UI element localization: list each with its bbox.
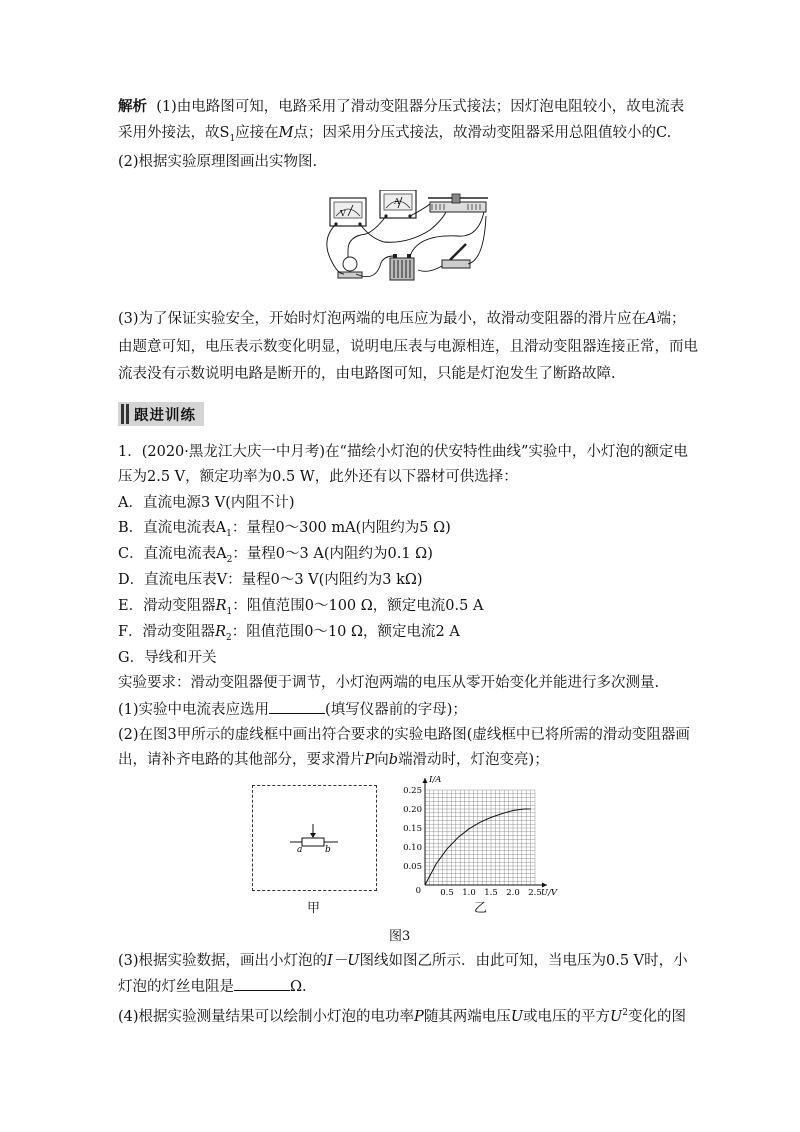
option-a: A．直流电源3 V(内阻不计) <box>118 495 295 511</box>
switch-icon <box>442 244 470 268</box>
subquestion-2-line-1: (2)在图3甲所示的虚线框中画出符合要求的实验电路图(虚线框中已将所需的滑动变阻器画 <box>118 727 690 743</box>
analysis-line-3: (2)根据实验原理图画出实物图. <box>118 154 318 170</box>
subscript: 1 <box>226 528 232 539</box>
symbol-iu: I－U <box>327 953 360 969</box>
answer-blank[interactable] <box>269 699 325 714</box>
apparatus-illustration <box>318 190 490 288</box>
text: F．滑动变阻器 <box>118 624 216 640</box>
y-tick-label: 0.05 <box>403 862 422 872</box>
voltmeter-label: V <box>340 209 346 218</box>
text: E．滑动变阻器 <box>118 598 216 614</box>
question-line-2: 压为2.5 V，额定功率为0.5 W，此外还有以下器材可供选择： <box>118 469 518 485</box>
analysis-line-2 <box>118 123 671 149</box>
text: B．直流电流表A <box>118 520 227 536</box>
symbol-p: P <box>414 1008 424 1025</box>
answer-blank[interactable] <box>234 976 290 991</box>
subscript: 1 <box>226 606 233 617</box>
subscript: 2 <box>225 632 232 643</box>
y-tick-label: 0.15 <box>403 824 422 834</box>
y-axis-label: I/A <box>429 775 442 785</box>
text: ：阻值范围0～10 Ω，额定电流2 A <box>231 624 460 640</box>
text: 灯泡的灯丝电阻是 <box>118 979 234 995</box>
superscript: 2 <box>622 1008 629 1018</box>
subquestion-4 <box>118 1003 686 1027</box>
subquestion-2-line-2 <box>118 750 549 770</box>
subquestion-3-line-1 <box>118 951 688 971</box>
chart-grid <box>425 790 535 885</box>
subscript: 1 <box>229 133 236 144</box>
rheostat-icon <box>428 194 488 212</box>
symbol-r: R <box>215 598 227 614</box>
terminal-a-label: a <box>297 845 303 854</box>
ammeter-icon <box>380 190 416 218</box>
text: ：阻值范围0～100 Ω，额定电流0.5 A <box>232 598 484 614</box>
y-axis-arrow <box>423 778 428 783</box>
y-tick-label: 0.25 <box>403 786 422 796</box>
voltmeter-icon <box>330 198 366 226</box>
text: (3)根据实验数据，画出小灯泡的 <box>118 953 328 969</box>
origin-label: 0 <box>415 886 421 896</box>
symbol-u: U <box>610 1008 623 1025</box>
analysis-label: 解析 <box>118 98 147 115</box>
terminal-b-label: b <box>325 845 331 854</box>
x-tick-label: 1.0 <box>462 888 476 897</box>
y-tick-label: 0.10 <box>403 843 422 853</box>
x-tick-label: 2.0 <box>506 888 520 897</box>
figure-label-yi: 乙 <box>474 901 488 916</box>
option-b <box>118 518 451 544</box>
text: 随其两端电压 <box>423 1008 511 1025</box>
text: C．直流电流表A <box>118 546 227 562</box>
figure-caption: 图3 <box>389 929 411 944</box>
point-m: M <box>278 125 294 141</box>
x-axis-label: U/V <box>540 888 558 897</box>
section-title: 跟进训练 <box>134 408 196 424</box>
option-e <box>118 596 483 622</box>
symbol-p: P <box>364 752 375 768</box>
symbol-b: b <box>388 752 399 768</box>
text: 或电压的平方 <box>523 1008 611 1025</box>
text: 出，请补齐电路的其他部分，要求滑片 <box>118 752 365 768</box>
figure-label-jia: 甲 <box>307 901 321 916</box>
text: ：量程0～3 A(内阻约为0.1 Ω) <box>232 546 433 562</box>
text: 图线如图乙所示．由此可知，当电压为0.5 V时，小 <box>359 953 688 969</box>
option-c <box>118 544 433 570</box>
battery-icon <box>390 254 414 280</box>
analysis-line-6: 流表没有示数说明电路是断开的，由电路图可知，只能是灯泡发生了断路故障. <box>118 366 616 382</box>
section-header-mark <box>126 404 129 424</box>
subquestion-3-line-2 <box>118 976 307 997</box>
rheostat-symbol <box>288 818 340 854</box>
text: 变化的图 <box>628 1008 687 1025</box>
text: ：量程0～300 mA(内阻约为5 Ω) <box>231 520 451 536</box>
ammeter-label: A <box>394 197 400 206</box>
analysis-text: (1)由电路图可知，电路采用了滑动变阻器分压式接法；因灯泡电阻较小，故电流表 <box>156 99 685 115</box>
y-tick-label: 0.20 <box>403 805 422 815</box>
subquestion-1 <box>118 699 467 720</box>
analysis-line-4 <box>118 309 686 329</box>
analysis-line-5: 由题意可知，电压表示数变化明显，说明电压表与电源相连，且滑动变阻器连接正常，而电 <box>118 339 698 355</box>
x-axis-arrow <box>542 883 547 888</box>
x-tick-label: 0.5 <box>440 888 454 897</box>
text: (3)为了保证实验安全，开始时灯泡两端的电压应为最小，故滑动变阻器的滑片应在 <box>118 311 647 327</box>
chart-axes <box>423 778 548 888</box>
question-line-1: 1．(2020·黑龙江大庆一中月考)在“描绘小灯泡的伏安特性曲线”实验中，小灯泡的额定电 <box>118 444 688 460</box>
x-tick-label: 2.5 <box>528 888 542 897</box>
section-header-mark <box>121 404 124 424</box>
text: (1)实验中电流表应选用 <box>118 702 270 718</box>
text: 向 <box>374 752 389 768</box>
option-d: D．直流电压表V：量程0～3 V(内阻约为3 kΩ) <box>118 572 423 588</box>
requirement: 实验要求：滑动变阻器便于调节，小灯泡两端的电压从零开始变化并能进行多次测量. <box>118 675 660 691</box>
x-tick-label: 1.5 <box>484 888 498 897</box>
symbol-u: U <box>510 1008 524 1025</box>
iu-chart <box>395 775 565 897</box>
text: 应接在 <box>235 125 279 141</box>
option-g: G．导线和开关 <box>118 650 217 666</box>
text: (4)根据实验测量结果可以绘制小灯泡的电功率 <box>118 1008 415 1025</box>
text: 点；因采用分压式接法，故滑动变阻器采用总阻值较小的C. <box>293 125 672 141</box>
text: 采用外接法，故S <box>118 125 230 141</box>
option-f <box>118 622 460 648</box>
section-header <box>118 402 204 426</box>
chart-ticks <box>403 775 558 897</box>
subscript: 2 <box>226 554 233 565</box>
text: 端； <box>656 311 686 327</box>
text: (填写仪器前的字母)； <box>325 702 467 718</box>
symbol-r: R <box>215 624 226 640</box>
text: Ω. <box>290 979 307 995</box>
text: 端滑动时，灯泡变亮)； <box>398 752 549 768</box>
analysis-line-1 <box>118 97 684 117</box>
point-a: A <box>646 311 657 327</box>
